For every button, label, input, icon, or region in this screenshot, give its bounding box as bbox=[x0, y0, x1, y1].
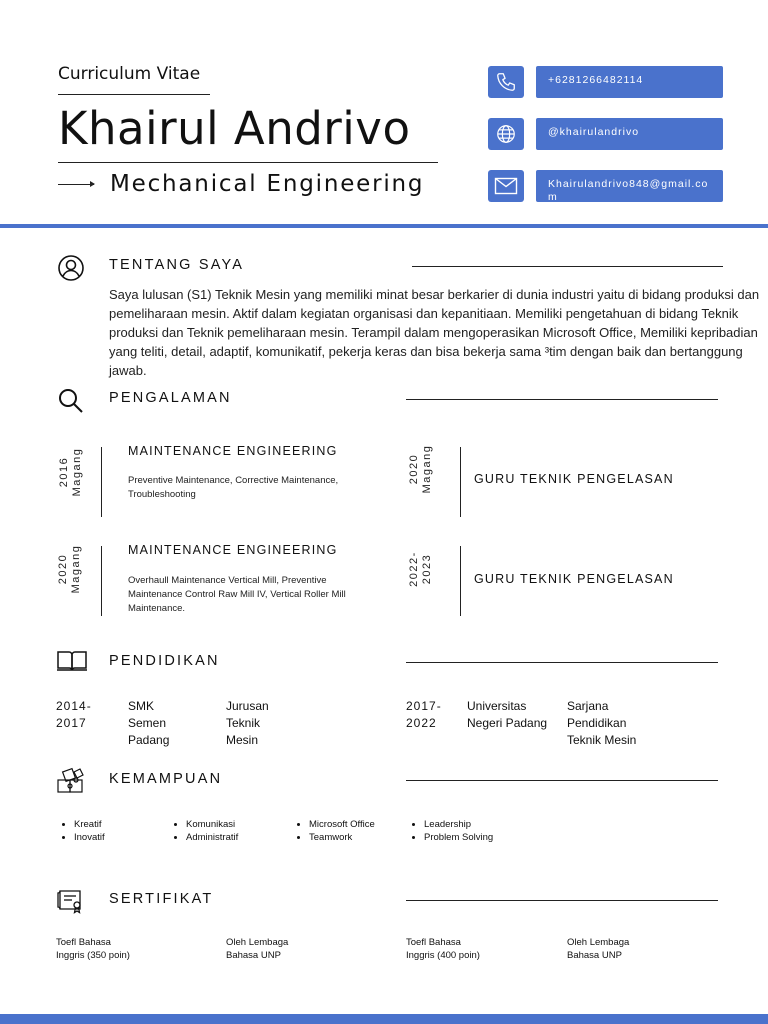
skills-title-rule bbox=[406, 780, 718, 781]
skill-item: • Teamwork bbox=[309, 831, 375, 844]
experience-divider bbox=[101, 447, 102, 517]
job-description: Overhaull Maintenance Vertical Mill, Preventive Maintenance Control Raw Mill IV, Vertical Roller Mill Maintenance. bbox=[128, 575, 346, 614]
phone-icon bbox=[488, 66, 524, 98]
experience-divider bbox=[101, 546, 102, 616]
education-school: SMK Semen Padang bbox=[128, 699, 170, 747]
skills-column bbox=[62, 818, 105, 844]
cv-label-rule bbox=[58, 94, 210, 95]
certificates-title: SERTIFIKAT bbox=[109, 891, 214, 907]
about-title: TENTANG SAYA bbox=[109, 257, 245, 273]
education-title: PENDIDIKAN bbox=[109, 653, 220, 669]
person-name: Khairul Andrivo bbox=[58, 102, 411, 155]
skills-column bbox=[412, 818, 493, 844]
job-title: GURU TEKNIK PENGELASAN bbox=[474, 472, 674, 486]
certificate-issuer: Oleh Lembaga Bahasa UNP bbox=[567, 937, 630, 961]
about-text: Saya lulusan (S1) Teknik Mesin yang memiliki minat besar berkarier di dunia industri yaitu di bidang produksi dan pemeliharaan mesin. Aktif dalam kegiatan organisasi dan kepanitiaan. Memiliki pengetahuan di bidang Teknik produksi dan Teknik pemeliharaan mesin. Terampil dalam mengoperasikan Microsoft Office, Memiliki kepribadian yang teliti, detail, adaptif, komunikatif, pekerja keras dan bisa bekerja sama ³tim dengan baik dan bertanggung jawab. bbox=[109, 287, 760, 378]
education-major: Jurusan Teknik Mesin bbox=[226, 699, 269, 747]
experience-year: 2016 Magang bbox=[58, 447, 83, 497]
education-title-rule bbox=[406, 662, 718, 663]
social-handle[interactable]: @khairulandrivo bbox=[536, 118, 723, 150]
book-icon bbox=[56, 649, 86, 673]
skill-item: • Administratif bbox=[186, 831, 238, 844]
job-description: Preventive Maintenance, Corrective Maintenance, Troubleshooting bbox=[128, 475, 339, 500]
education-years: 2014- 2017 bbox=[56, 699, 92, 730]
about-title-rule bbox=[412, 266, 723, 267]
footer-band bbox=[0, 1014, 768, 1024]
certificate-issuer: Oleh Lembaga Bahasa UNP bbox=[226, 937, 289, 961]
skill-item: • Problem Solving bbox=[424, 831, 493, 844]
skill-item: • Komunikasi bbox=[186, 818, 238, 831]
skills-title: KEMAMPUAN bbox=[109, 771, 223, 787]
experience-title-rule bbox=[406, 399, 718, 400]
certificate-name: Toefl Bahasa Inggris (350 poin) bbox=[56, 937, 130, 961]
skill-item: • Microsoft Office bbox=[309, 818, 375, 831]
experience-year: 2020 Magang bbox=[57, 544, 82, 594]
experience-year: 2022- 2023 bbox=[408, 551, 433, 587]
education-major: Sarjana Pendidikan Teknik Mesin bbox=[567, 699, 637, 747]
experience-divider bbox=[460, 546, 461, 616]
certificate-icon bbox=[56, 886, 86, 916]
skills-column bbox=[174, 818, 238, 844]
job-title: MAINTENANCE ENGINEERING bbox=[128, 543, 338, 557]
certificates-title-rule bbox=[406, 900, 718, 901]
skill-item: • Kreatif bbox=[74, 818, 105, 831]
user-icon bbox=[56, 253, 86, 283]
arrow-icon bbox=[58, 184, 94, 185]
phone-number[interactable]: +6281266482114 bbox=[536, 66, 723, 98]
experience-divider bbox=[460, 447, 461, 517]
skills-column bbox=[297, 818, 375, 844]
certificate-name: Toefl Bahasa Inggris (400 poin) bbox=[406, 937, 480, 961]
job-title: GURU TEKNIK PENGELASAN bbox=[474, 572, 674, 586]
education-years: 2017- 2022 bbox=[406, 699, 442, 730]
profession-subtitle: Mechanical Engineering bbox=[110, 171, 425, 197]
search-icon bbox=[56, 386, 86, 416]
cv-label: Curriculum Vitae bbox=[58, 64, 201, 84]
header-divider-band bbox=[0, 224, 768, 228]
email-address[interactable]: Khairulandrivo848@gmail.com bbox=[536, 170, 723, 202]
globe-icon bbox=[488, 118, 524, 150]
mail-icon bbox=[488, 170, 524, 202]
education-school: Universitas Negeri Padang bbox=[467, 699, 548, 730]
puzzle-icon bbox=[56, 766, 86, 796]
experience-year: 2020 Magang bbox=[408, 444, 433, 494]
experience-title: PENGALAMAN bbox=[109, 390, 232, 406]
name-rule bbox=[58, 162, 438, 163]
skill-item: • Inovatif bbox=[74, 831, 105, 844]
skill-item: • Leadership bbox=[424, 818, 493, 831]
job-title: MAINTENANCE ENGINEERING bbox=[128, 444, 338, 458]
